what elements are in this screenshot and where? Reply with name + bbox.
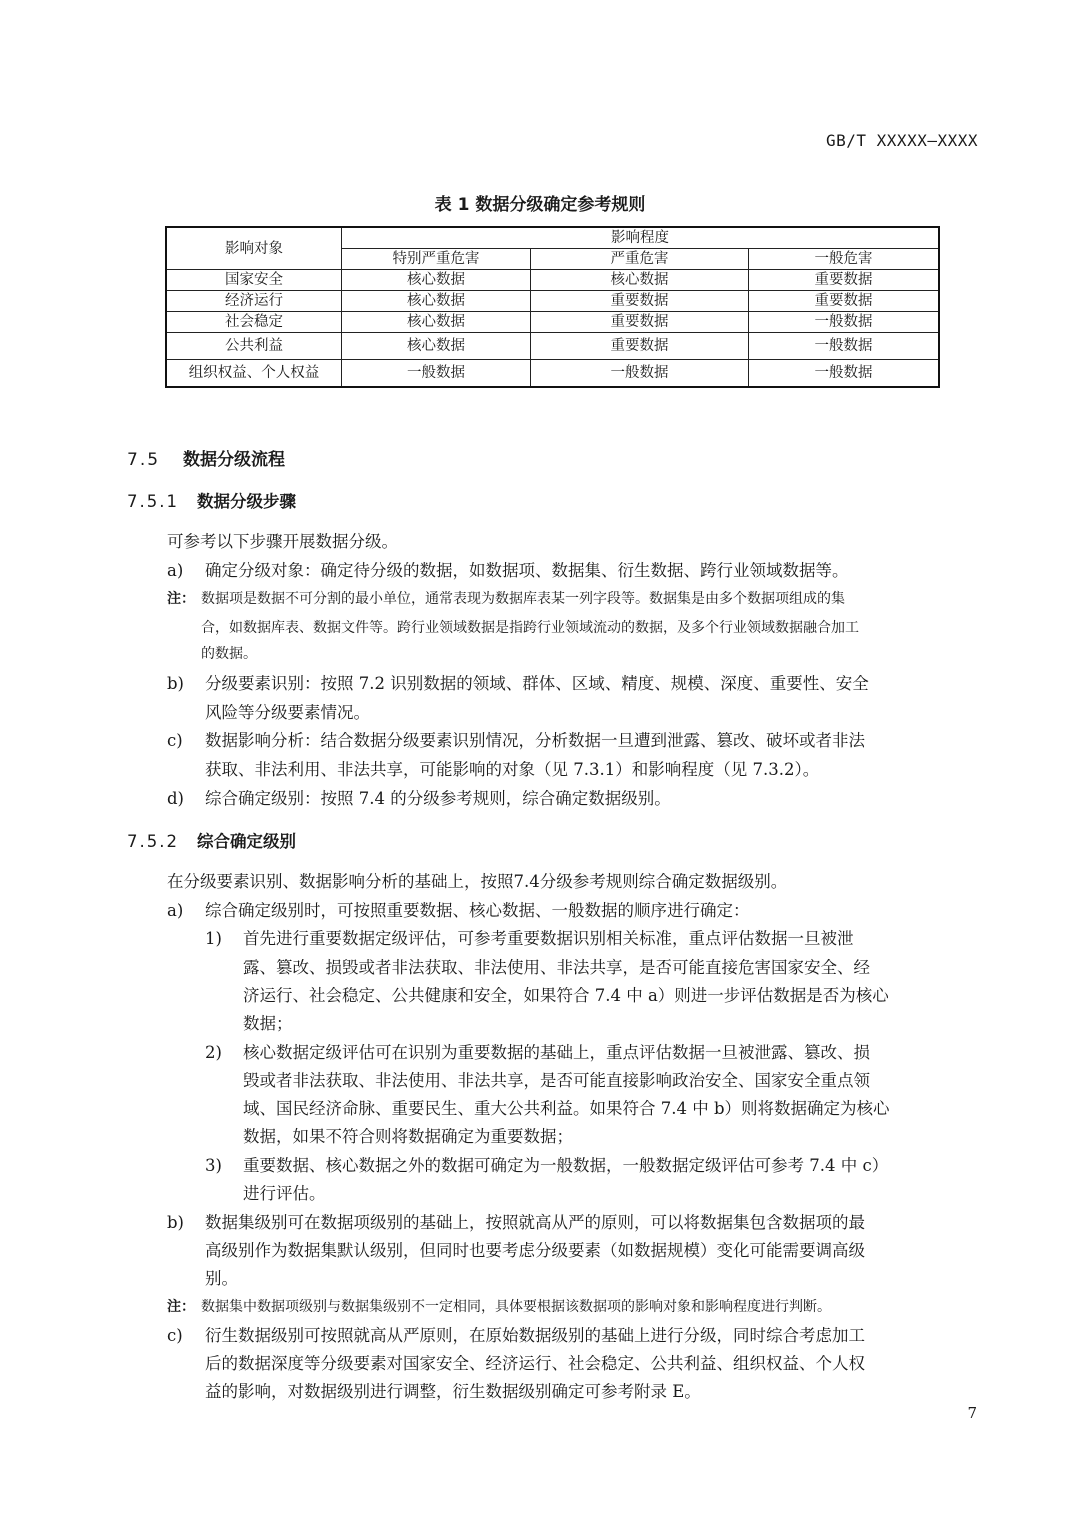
row-object: 公共利益 — [166, 333, 342, 360]
list-marker: d) — [167, 789, 184, 808]
table-cell: 重要数据 — [749, 270, 940, 291]
list-marker: 2) — [205, 1043, 222, 1062]
header-degree: 特别严重危害 — [342, 249, 531, 270]
section-number: 7.5 — [127, 450, 161, 470]
list-item — [167, 558, 849, 584]
table-cell: 核心数据 — [342, 312, 531, 333]
table-row — [166, 291, 939, 312]
table-cell: 核心数据 — [342, 333, 531, 360]
list-text-cont: 域、国民经济命脉、重要民生、重大公共利益。如果符合 7.4 中 b）则将数据确定为核心 — [243, 1099, 890, 1118]
list-text-cont: 益的影响，对数据级别进行调整，衍生数据级别确定可参考附录 E。 — [205, 1382, 701, 1401]
sub-list-item — [205, 926, 854, 952]
page-number: 7 — [967, 1404, 977, 1422]
table-title: 表 1 数据分级确定参考规则 — [434, 195, 646, 215]
table-cell: 一般数据 — [749, 333, 940, 360]
table-header-row — [166, 227, 939, 249]
list-text: 重要数据、核心数据之外的数据可确定为一般数据，一般数据定级评估可参考 7.4 中 c） — [243, 1156, 889, 1175]
table-cell: 重要数据 — [531, 333, 749, 360]
list-text: 综合确定级别时，可按照重要数据、核心数据、一般数据的顺序进行确定： — [205, 901, 750, 920]
list-text-cont: 进行评估。 — [243, 1184, 326, 1203]
list-item — [167, 786, 671, 812]
list-item — [167, 1210, 865, 1236]
list-text-cont: 济运行、社会稳定、公共健康和安全，如果符合 7.4 中 a）则进一步评估数据是否为核心 — [243, 986, 889, 1005]
list-text: 数据影响分析：结合数据分级要素识别情况，分析数据一旦遭到泄露、篡改、破坏或者非法 — [205, 731, 865, 750]
list-item — [167, 898, 750, 924]
table-cell: 重要数据 — [531, 312, 749, 333]
list-text-cont: 毁或者非法获取、非法使用、非法共享，是否可能直接影响政治安全、国家安全重点领 — [243, 1071, 870, 1090]
note-label: 注： — [167, 1299, 195, 1315]
note-line: 数据项是数据不可分割的最小单位，通常表现为数据库表某一列字段等。数据集是由多个数据项组成的集 — [201, 591, 845, 607]
paragraph: 在分级要素识别、数据影响分析的基础上，按照7.4分级参考规则综合确定数据级别。 — [167, 872, 788, 891]
note-line: 合，如数据库表、数据文件等。跨行业领域数据是指跨行业领域流动的数据，及多个行业领域数据融合加工 — [201, 620, 859, 636]
header-degree: 一般危害 — [749, 249, 940, 270]
classification-rules-table — [165, 226, 940, 388]
row-object: 社会稳定 — [166, 312, 342, 333]
table-cell: 重要数据 — [531, 291, 749, 312]
list-text-cont: 后的数据深度等分级要素对国家安全、经济运行、社会稳定、公共利益、组织权益、个人权 — [205, 1354, 865, 1373]
standard-code: GB/T XXXXX—XXXX — [826, 131, 978, 150]
list-text-cont: 数据，如果不符合则将数据确定为重要数据； — [243, 1127, 573, 1146]
table-cell: 重要数据 — [749, 291, 940, 312]
section-title: 数据分级步骤 — [197, 492, 296, 511]
list-marker: a) — [167, 901, 184, 920]
header-impact-object: 影响对象 — [166, 227, 342, 270]
note-label: 注： — [167, 591, 195, 607]
list-text: 衍生数据级别可按照就高从严原则，在原始数据级别的基础上进行分级，同时综合考虑加工 — [205, 1326, 865, 1345]
paragraph: 可参考以下步骤开展数据分级。 — [167, 532, 398, 551]
section-7-5-heading — [127, 445, 285, 470]
list-text-cont: 数据； — [243, 1014, 293, 1033]
list-text-cont: 高级别作为数据集默认级别，但同时也要考虑分级要素（如数据规模）变化可能需要调高级 — [205, 1241, 865, 1260]
list-text: 首先进行重要数据定级评估，可参考重要数据识别相关标准，重点评估数据一旦被泄 — [243, 929, 854, 948]
section-7-5-2-heading — [127, 828, 296, 852]
section-title: 综合确定级别 — [197, 832, 296, 851]
table-cell: 一般数据 — [342, 360, 531, 388]
note-line: 数据集中数据项级别与数据集级别不一定相同，具体要根据该数据项的影响对象和影响程度进行判断。 — [201, 1299, 831, 1315]
list-text: 核心数据定级评估可在识别为重要数据的基础上，重点评估数据一旦被泄露、篡改、损 — [243, 1043, 870, 1062]
table-row — [166, 333, 939, 360]
section-title: 数据分级流程 — [183, 450, 285, 470]
table-cell: 一般数据 — [749, 360, 940, 388]
list-text: 分级要素识别：按照 7.2 识别数据的领域、群体、区域、精度、规模、深度、重要性、安全 — [205, 674, 869, 693]
sub-list-item — [205, 1040, 870, 1066]
table-cell: 一般数据 — [749, 312, 940, 333]
sub-list-item — [205, 1153, 888, 1179]
list-marker: b) — [167, 674, 184, 693]
list-marker: 3) — [205, 1156, 222, 1175]
row-object: 经济运行 — [166, 291, 342, 312]
table-cell: 核心数据 — [342, 291, 531, 312]
list-text: 确定分级对象：确定待分级的数据，如数据项、数据集、衍生数据、跨行业领域数据等。 — [205, 561, 849, 580]
table-row — [166, 270, 939, 291]
list-text: 数据集级别可在数据项级别的基础上，按照就高从严的原则，可以将数据集包含数据项的最 — [205, 1213, 865, 1232]
list-marker: 1) — [205, 929, 222, 948]
table-cell: 核心数据 — [342, 270, 531, 291]
header-degree: 严重危害 — [531, 249, 749, 270]
list-marker: c) — [167, 731, 183, 750]
table-cell: 核心数据 — [531, 270, 749, 291]
list-text-cont: 露、篡改、损毁或者非法获取、非法使用、非法共享，是否可能直接危害国家安全、经 — [243, 958, 870, 977]
row-object: 组织权益、个人权益 — [166, 360, 342, 388]
list-item — [167, 728, 865, 754]
list-marker: b) — [167, 1213, 184, 1232]
note-line: 的数据。 — [201, 646, 257, 662]
table-row — [166, 360, 939, 388]
header-impact-degree: 影响程度 — [342, 227, 940, 249]
list-item — [167, 671, 869, 697]
table-cell: 一般数据 — [531, 360, 749, 388]
table-row — [166, 312, 939, 333]
list-text-cont: 别。 — [205, 1269, 238, 1288]
list-text-cont: 获取、非法利用、非法共享，可能影响的对象（见 7.3.1）和影响程度（见 7.3.2）。 — [205, 760, 820, 779]
list-item — [167, 1323, 865, 1349]
list-marker: c) — [167, 1326, 183, 1345]
list-text-cont: 风险等分级要素情况。 — [205, 703, 370, 722]
section-number: 7.5.2 — [127, 832, 179, 851]
section-number: 7.5.1 — [127, 492, 179, 511]
list-marker: a) — [167, 561, 184, 580]
list-text: 综合确定级别：按照 7.4 的分级参考规则，综合确定数据级别。 — [205, 789, 671, 808]
section-7-5-1-heading — [127, 488, 296, 512]
row-object: 国家安全 — [166, 270, 342, 291]
